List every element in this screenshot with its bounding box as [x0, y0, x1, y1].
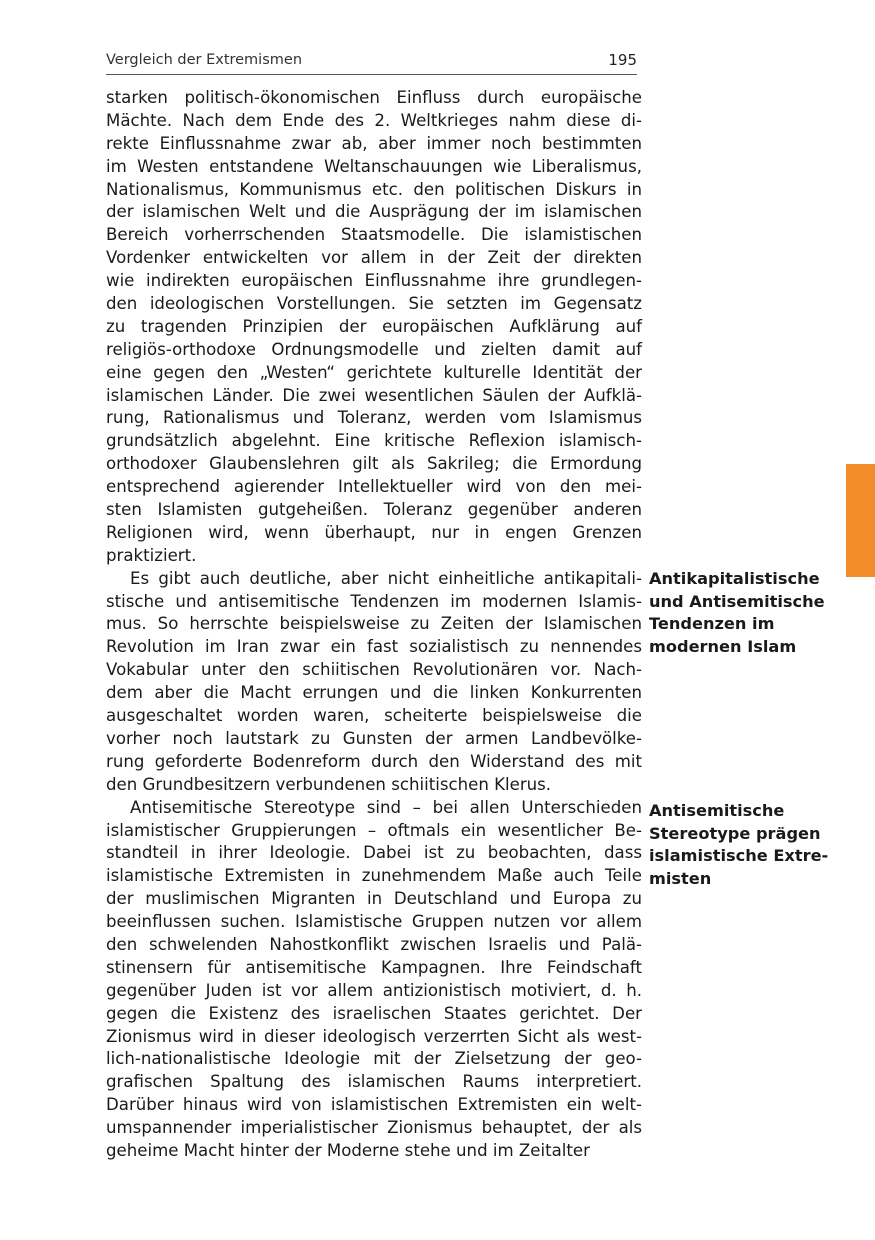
margin-note-line: islamistische Extre- — [649, 846, 829, 866]
text-line: islamischen Länder. Die zwei wesentlichen Säulen der Aufklä- — [106, 385, 642, 405]
text-line: umspannender imperialistischer Zionismus behauptet, der als — [106, 1118, 642, 1138]
margin-note-line: Stereotype prägen — [649, 823, 821, 843]
text-line: praktiziert. — [106, 545, 197, 565]
text-line: Religionen wird, wenn überhaupt, nur in engen Grenzen — [106, 522, 642, 542]
margin-note-line: und Antisemitische — [649, 591, 825, 611]
margin-note-antikapitalistisch — [649, 568, 829, 658]
text-line: rung, Rationalismus und Toleranz, werden vom Islamismus — [106, 408, 642, 428]
page-number: 195 — [608, 51, 637, 69]
text-line: Vordenker entwickelten vor allem in der Zeit der direkten — [106, 248, 642, 268]
margin-note-line: misten — [649, 868, 712, 888]
text-line: Nationalismus, Kommunismus etc. den politischen Diskurs in — [106, 179, 642, 199]
running-title: Vergleich der Extremismen — [106, 52, 303, 68]
text-line: islamistischer Gruppierungen – oftmals ein wesentlicher Be- — [106, 820, 642, 840]
text-line: gegen die Existenz des israelischen Staates gerichtet. Der — [106, 1003, 642, 1023]
text-line: sten Islamisten gutgeheißen. Toleranz gegenüber anderen — [106, 500, 642, 520]
text-line: ausgeschaltet worden waren, scheiterte beispielsweise die — [106, 706, 642, 726]
text-line: zu tragenden Prinzipien der europäischen Aufklärung auf — [106, 316, 642, 336]
text-line: dem aber die Macht errungen und die linken Konkurrenten — [106, 683, 642, 703]
text-line: mus. So herrschte beispielsweise zu Zeiten der Islamischen — [106, 614, 642, 634]
chapter-tab-marker — [846, 464, 875, 577]
text-line: rung geforderte Bodenreform durch den Widerstand des mit — [106, 751, 642, 771]
margin-note-line: Tendenzen im — [649, 614, 775, 634]
text-line: vorher noch lautstark zu Gunsten der armen Landbevölke- — [106, 728, 642, 748]
running-header — [106, 50, 637, 75]
text-line: rekte Einflussnahme zwar ab, aber immer noch bestimmten — [106, 133, 642, 153]
text-line: geheime Macht hinter der Moderne stehe und im Zeitalter — [106, 1140, 590, 1160]
text-line: beeinflussen suchen. Islamistische Gruppen nutzen vor allem — [106, 912, 642, 932]
margin-note-antisemitisch — [649, 800, 829, 890]
text-line: islamistische Extremisten in zunehmendem Maße auch Teile — [106, 866, 642, 886]
text-line: Zionismus wird in dieser ideologisch verzerrten Sicht als west- — [106, 1026, 642, 1046]
text-line: grafischen Spaltung des islamischen Raums interpretiert. — [106, 1072, 642, 1092]
text-line: den Grundbesitzern verbundenen schiitischen Klerus. — [106, 774, 552, 794]
text-line: religiös-orthodoxe Ordnungsmodelle und zielten damit auf — [106, 339, 642, 359]
text-line: Bereich vorherrschenden Staatsmodelle. Die islamistischen — [106, 225, 642, 245]
text-line: stische und antisemitische Tendenzen im modernen Islamis- — [106, 591, 642, 611]
text-line: orthodoxer Glaubenslehren gilt als Sakrileg; die Ermordung — [106, 454, 642, 474]
text-line: Mächte. Nach dem Ende des 2. Weltkrieges nahm diese di- — [106, 110, 642, 130]
text-line: starken politisch-ökonomischen Einfluss durch europäische — [106, 88, 642, 107]
text-line: gegenüber Juden ist vor allem antizionistisch motiviert, d. h. — [106, 980, 642, 1000]
text-line: Darüber hinaus wird von islamistischen Extremisten ein welt- — [106, 1095, 642, 1115]
body-text — [106, 87, 642, 1163]
text-line: den ideologischen Vorstellungen. Sie setzten im Gegensatz — [106, 294, 642, 314]
text-line: im Westen entstandene Weltanschauungen wie Liberalismus, — [106, 156, 642, 176]
margin-note-line: Antikapitalistische — [649, 569, 820, 588]
paragraph-start-line: Es gibt auch deutliche, aber nicht einheitliche antikapitali- — [130, 568, 642, 588]
text-line: lich-nationalistische Ideologie mit der Zielsetzung der geo- — [106, 1049, 642, 1069]
paragraph-start-line: Antisemitische Stereotype sind – bei allen Unterschieden — [130, 797, 642, 817]
text-line: standteil in ihrer Ideologie. Dabei ist zu beobachten, dass — [106, 843, 642, 863]
text-line: entsprechend agierender Intellektueller wird von den mei- — [106, 477, 642, 497]
text-line: grundsätzlich abgelehnt. Eine kritische Reflexion islamisch- — [106, 431, 642, 451]
text-line: der muslimischen Migranten in Deutschland und Europa zu — [106, 889, 642, 909]
text-line: Vokabular unter den schiitischen Revolutionären vor. Nach- — [106, 660, 642, 680]
margin-note-line: modernen Islam — [649, 636, 797, 656]
text-line: der islamischen Welt und die Ausprägung der im islamischen — [106, 202, 642, 222]
text-line: stinensern für antisemitische Kampagnen. Ihre Feindschaft — [106, 957, 642, 977]
margin-note-line: Antisemitische — [649, 801, 785, 820]
text-line: Revolution im Iran zwar ein fast sozialistisch zu nennendes — [106, 637, 642, 657]
text-line: den schwelenden Nahostkonflikt zwischen Israelis und Palä- — [106, 934, 642, 954]
text-line: wie indirekten europäischen Einflussnahme ihre grundlegen- — [106, 271, 642, 291]
text-line: eine gegen den „Westen“ gerichtete kulturelle Identität der — [106, 362, 642, 382]
